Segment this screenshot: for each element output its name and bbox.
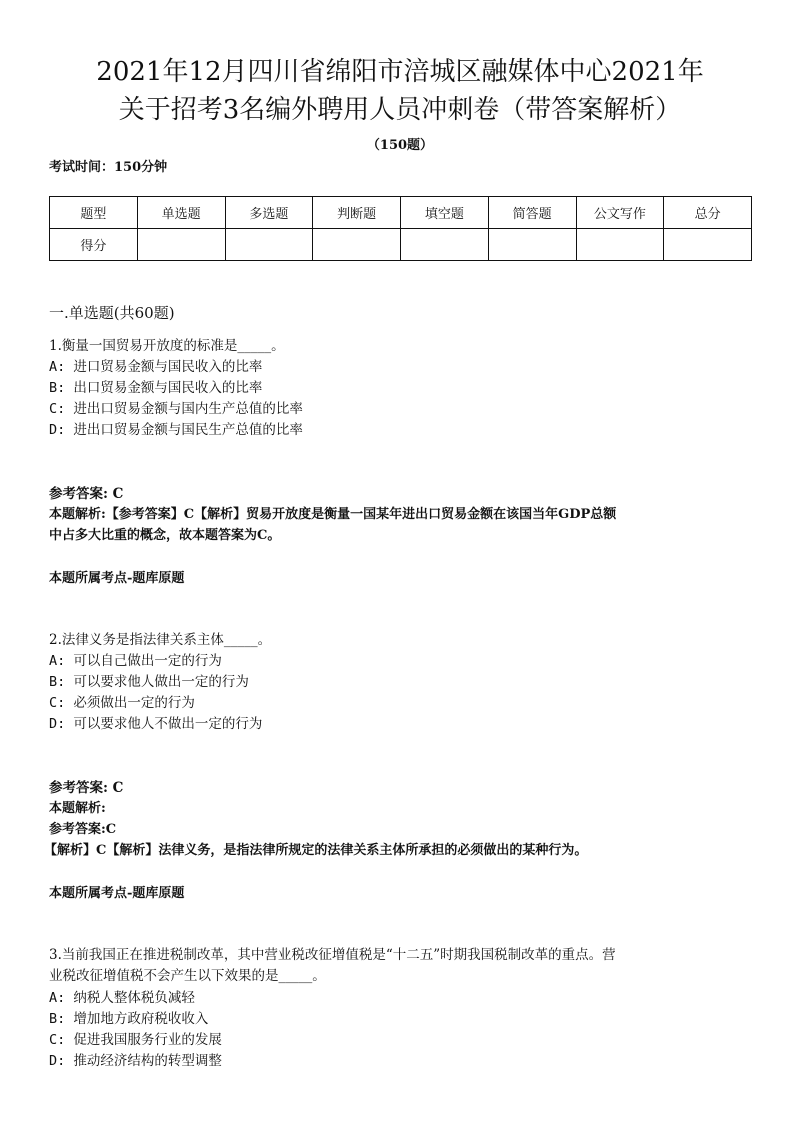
question-1-option-c: C: 进出口贸易金额与国内生产总值的比率 <box>49 401 303 417</box>
question-2-explanation: 【解析】C【解析】法律义务，是指法律所规定的法律关系主体所承担的必须做出的某种行为。 <box>44 843 588 858</box>
header-cell-official-writing: 公文写作 <box>576 197 664 229</box>
question-1-option-b: B: 出口贸易金额与国民收入的比率 <box>49 380 263 396</box>
score-cell <box>576 229 664 261</box>
score-cell <box>137 229 225 261</box>
question-2-answer: 参考答案: C <box>49 780 124 796</box>
score-cell <box>225 229 313 261</box>
question-2-option-b: B: 可以要求他人做出一定的行为 <box>49 674 249 690</box>
score-row-label: 得分 <box>50 229 138 261</box>
header-cell-true-false: 判断题 <box>313 197 401 229</box>
question-3-stem-line1: 3.当前我国正在推进税制改革，其中营业税改征增值税是“十二五”时期我国税制改革的重点。营 <box>49 947 616 963</box>
question-count: （150题） <box>366 138 434 153</box>
question-1-stem: 1.衡量一国贸易开放度的标准是_____。 <box>49 338 285 354</box>
document-title-line2: 关于招考3名编外聘用人员冲刺卷（带答案解析） <box>118 95 682 125</box>
header-cell-short-answer: 简答题 <box>488 197 576 229</box>
score-table <box>49 196 752 261</box>
question-1-explanation-line2: 中占多大比重的概念，故本题答案为C。 <box>49 528 281 543</box>
question-3-option-c: C: 促进我国服务行业的发展 <box>49 1032 222 1048</box>
question-2-stem: 2.法律义务是指法律关系主体_____。 <box>49 632 272 648</box>
question-3-stem-line2: 业税改征增值税不会产生以下效果的是_____。 <box>49 968 326 984</box>
question-3-option-d: D: 推动经济结构的转型调整 <box>49 1053 222 1069</box>
question-1-source: 本题所属考点-题库原题 <box>49 571 185 586</box>
score-cell <box>313 229 401 261</box>
header-cell-fill-blank: 填空题 <box>401 197 489 229</box>
question-2-explanation-label: 本题解析: <box>49 801 106 816</box>
question-1-answer: 参考答案: C <box>49 486 124 502</box>
question-1-option-d: D: 进出口贸易金额与国民生产总值的比率 <box>49 422 303 438</box>
score-table-header-row <box>50 197 752 229</box>
header-cell-total: 总分 <box>664 197 752 229</box>
document-title-line1: 2021年12月四川省绵阳市涪城区融媒体中心2021年 <box>96 57 704 87</box>
question-2-option-a: A: 可以自己做出一定的行为 <box>49 653 222 669</box>
question-3-option-b: B: 增加地方政府税收收入 <box>49 1011 209 1027</box>
header-cell-single-choice: 单选题 <box>137 197 225 229</box>
score-cell <box>664 229 752 261</box>
question-2-option-d: D: 可以要求他人不做出一定的行为 <box>49 716 263 732</box>
score-cell <box>488 229 576 261</box>
header-cell-multiple-choice: 多选题 <box>225 197 313 229</box>
header-cell-type: 题型 <box>50 197 138 229</box>
question-2-option-c: C: 必须做出一定的行为 <box>49 695 195 711</box>
score-table-score-row <box>50 229 752 261</box>
section-title: 一.单选题(共60题) <box>49 304 175 322</box>
score-cell <box>401 229 489 261</box>
question-1-option-a: A: 进口贸易金额与国民收入的比率 <box>49 359 263 375</box>
question-2-source: 本题所属考点-题库原题 <box>49 886 185 901</box>
exam-time: 考试时间：150分钟 <box>49 160 168 175</box>
question-1-explanation-line1: 本题解析:【参考答案】C【解析】贸易开放度是衡量一国某年进出口贸易金额在该国当年GDP总额 <box>49 507 617 522</box>
question-2-answer-repeat: 参考答案:C <box>49 822 117 837</box>
question-3-option-a: A: 纳税人整体税负减轻 <box>49 990 195 1006</box>
